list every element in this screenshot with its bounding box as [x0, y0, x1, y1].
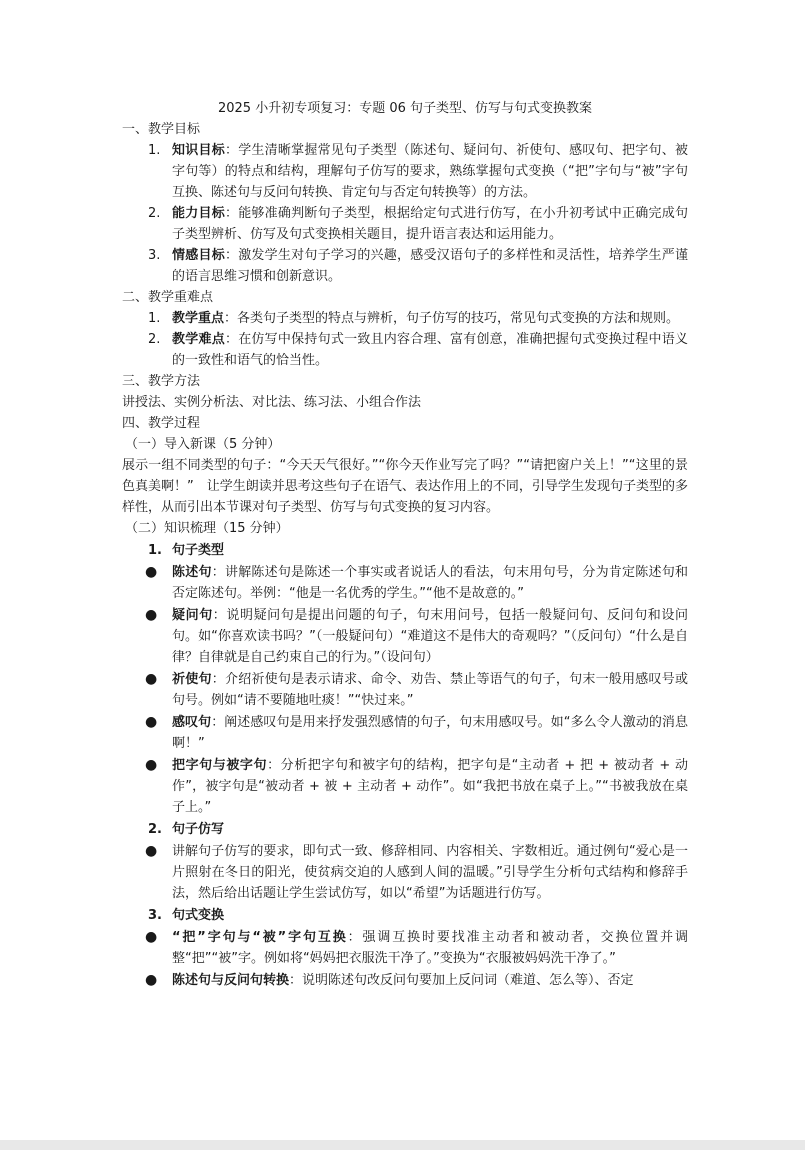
list-item: [122, 140, 688, 203]
section-heading-key-points: 二、教学重难点: [122, 290, 214, 305]
bullet-item: [122, 562, 688, 604]
list-item: [122, 203, 688, 245]
item-label: 知识目标: [172, 143, 225, 158]
subsection-heading-knowledge: （二）知识梳理（15 分钟）: [125, 521, 289, 536]
bullet-item: [122, 841, 688, 904]
group-number: 3.: [148, 908, 162, 923]
group-number: 1.: [148, 543, 162, 558]
group-number: 2.: [148, 822, 162, 837]
item-text: ：在仿写中保持句式一致且内容合理、富有创意，准确把握句式变换过程中语义的一致性和语气的恰当性。: [172, 332, 688, 368]
bullet-item: [122, 712, 688, 754]
bullet-item: [122, 605, 688, 668]
item-number: 1.: [148, 143, 161, 158]
item-label: 祈使句: [172, 672, 212, 687]
item-label: 教学重点: [172, 311, 225, 326]
bullet-item: [122, 927, 688, 969]
item-number: 2.: [148, 332, 161, 347]
list-item: [122, 329, 688, 371]
bullet-icon: ●: [145, 607, 158, 623]
item-label: 疑问句: [172, 608, 213, 623]
item-text: ：强调互换时要找准主动者和被动者，交换位置并调整“把”“被”字。例如将“妈妈把衣服洗干净了。”变换为“衣服被妈妈洗干净了。”: [172, 930, 688, 966]
item-number: 1.: [148, 311, 161, 326]
item-label: “把”字句与“被”字句互换: [172, 930, 348, 945]
item-label: 陈述句与反问句转换: [172, 973, 290, 988]
item-text: ：学生清晰掌握常见句子类型（陈述句、疑问句、祈使句、感叹句、把字句、被字句等）的特点和结构，理解句子仿写的要求，熟练掌握句式变换（“把”字句与“被”字句互换、陈述句与反问句转换、肯定句与否定句转换等）的方法。: [172, 143, 688, 200]
item-label: 把字句与被字句: [172, 758, 268, 773]
section-heading-process: 四、教学过程: [122, 416, 201, 431]
bullet-icon: ●: [145, 929, 158, 945]
page-title: 2025 小升初专项复习：专题 06 句子类型、仿写与句式变换教案: [217, 101, 593, 116]
bullet-icon: ●: [145, 972, 158, 988]
bullet-item: [122, 755, 688, 818]
goals-list: [122, 140, 688, 287]
intro-paragraph: 展示一组不同类型的句子：“今天天气很好。”“你今天作业写完了吗？”“请把窗户关上！”“这里的景色真美啊！” 让学生朗读并思考这些句子在语气、表达作用上的不同，引导学生发现句子类型的多样性，从而引出本节课对句子类型、仿写与句式变换的复习内容。: [122, 458, 688, 515]
methods-text: 讲授法、实例分析法、对比法、练习法、小组合作法: [122, 395, 422, 410]
group-title: 句式变换: [172, 908, 225, 923]
item-text: ：说明陈述句改反问句要加上反问词（难道、怎么等）、否定: [289, 973, 634, 988]
item-number: 3.: [148, 248, 161, 263]
group-heading-sentence-types: [122, 540, 688, 561]
bullet-item: [122, 669, 688, 711]
item-label: 教学难点: [172, 332, 225, 347]
section-heading-goals: 一、教学目标: [122, 122, 201, 137]
list-item: [122, 245, 688, 287]
item-number: 2.: [148, 206, 161, 221]
item-text: ：分析把字句和被字句的结构，把字句是“主动者 + 把 + 被动者 + 动作”，被字句是“被动者 + 被 + 主动者 + 动作”。如“我把书放在桌子上。”“书被我放在桌子上。”: [172, 758, 688, 815]
item-text: ：讲解陈述句是陈述一个事实或者说话人的看法，句末用句号，分为肯定陈述句和否定陈述句。举例：“他是一名优秀的学生。”“他不是故意的。”: [172, 565, 688, 601]
bullet-icon: ●: [145, 757, 158, 773]
item-text: ：说明疑问句是提出问题的句子，句末用问号，包括一般疑问句、反问句和设问句。如“你喜欢读书吗？”（一般疑问句）“难道这不是伟大的奇观吗？”（反问句）“什么是自律？自律就是自己约束自己的行为。”（设问句）: [172, 608, 688, 665]
item-label: 情感目标: [172, 248, 225, 263]
bullet-icon: ●: [145, 671, 158, 687]
item-label: 能力目标: [172, 206, 225, 221]
group-heading-transformation: [122, 905, 688, 926]
subsection-heading-intro: （一）导入新课（5 分钟）: [125, 437, 281, 452]
group-heading-imitation: [122, 819, 688, 840]
list-item: [122, 308, 688, 329]
group-title: 句子仿写: [172, 822, 225, 837]
item-text: ：激发学生对句子学习的兴趣，感受汉语句子的多样性和灵活性，培养学生严谨的语言思维习惯和创新意识。: [172, 248, 688, 284]
group-title: 句子类型: [172, 543, 225, 558]
key-points-list: [122, 308, 688, 371]
section-heading-methods: 三、教学方法: [122, 374, 201, 389]
item-text: 讲解句子仿写的要求，即句式一致、修辞相同、内容相关、字数相近。通过例句“爱心是一片照射在冬日的阳光，使贫病交迫的人感到人间的温暖。”引导学生分析句式结构和修辞手法，然后给出话题让学生尝试仿写，如以“希望”为话题进行仿写。: [172, 844, 688, 901]
bullet-item: [122, 970, 688, 991]
bullet-icon: ●: [145, 564, 158, 580]
item-text: ：各类句子类型的特点与辨析，句子仿写的技巧，常见句式变换的方法和规则。: [224, 311, 680, 326]
item-label: 陈述句: [172, 565, 212, 580]
item-label: 感叹句: [172, 715, 212, 730]
item-text: ：能够准确判断句子类型，根据给定句式进行仿写，在小升初考试中正确完成句子类型辨析、仿写及句式变换相关题目，提升语言表达和运用能力。: [172, 206, 688, 242]
item-text: ：介绍祈使句是表示请求、命令、劝告、禁止等语气的句子，句末一般用感叹号或句号。例如“请不要随地吐痰！”“快过来。”: [172, 672, 688, 708]
item-text: ：阐述感叹句是用来抒发强烈感情的句子，句末用感叹号。如“多么令人激动的消息啊！”: [172, 715, 688, 751]
bullet-icon: ●: [145, 714, 158, 730]
document-content: [122, 98, 688, 991]
bullet-icon: ●: [145, 843, 158, 859]
